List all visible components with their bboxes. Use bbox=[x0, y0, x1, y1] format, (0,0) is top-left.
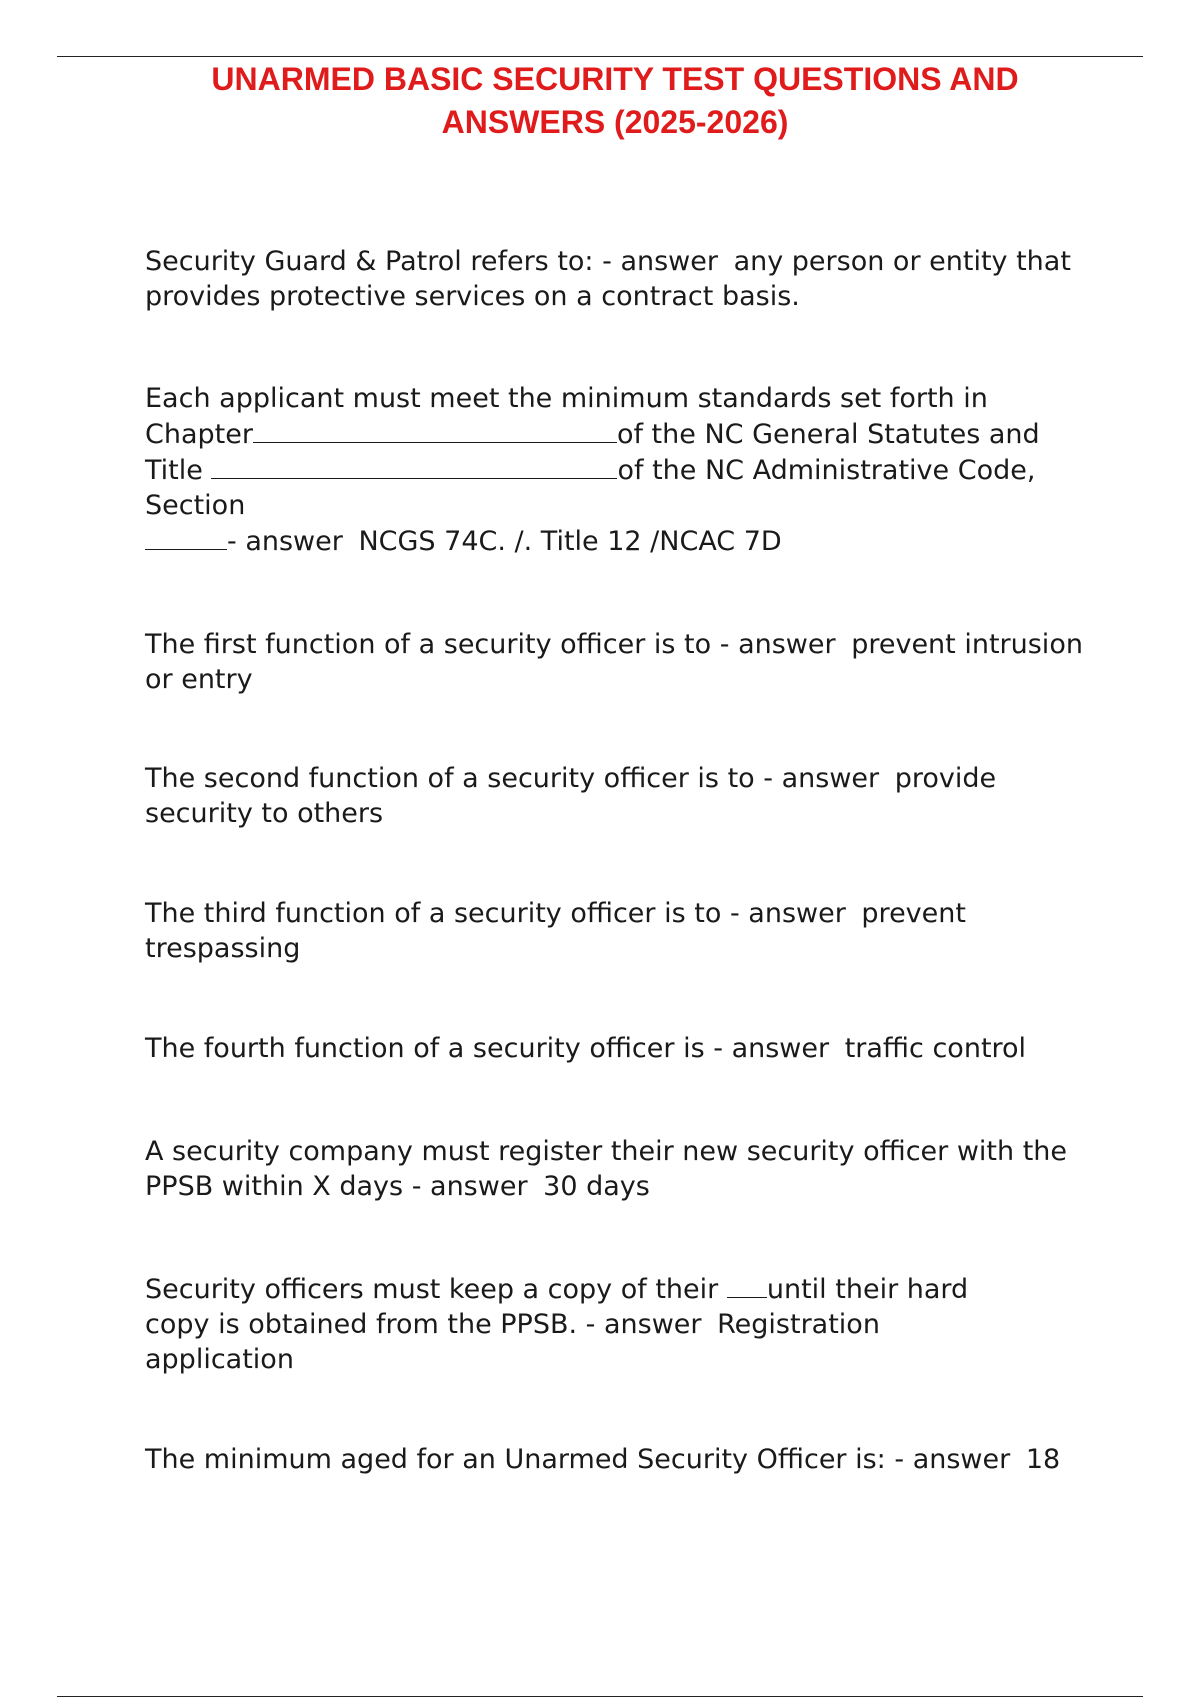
question-text: The fourth function of a security officer is bbox=[145, 1033, 705, 1064]
answer-text: any person or entity that bbox=[733, 246, 1071, 277]
question-text: of the NC Administrative Code, bbox=[617, 455, 1036, 486]
answer-text: trespassing bbox=[145, 933, 301, 964]
answer-marker: - answer bbox=[894, 1444, 1011, 1475]
question-text: copy is obtained from the PPSB. bbox=[145, 1309, 578, 1340]
answer-text: security to others bbox=[145, 798, 384, 829]
question-text: Section bbox=[145, 490, 246, 521]
answer-marker: - answer bbox=[602, 246, 718, 277]
fill-in-blank bbox=[211, 452, 617, 479]
qa-item-2 bbox=[145, 381, 1145, 559]
question-text: Chapter bbox=[145, 419, 253, 450]
answer-text: or entry bbox=[145, 664, 253, 695]
answer-text: provides protective services on a contract basis. bbox=[145, 281, 800, 312]
fill-in-blank bbox=[145, 523, 227, 550]
answer-marker: - answer bbox=[729, 898, 846, 929]
question-text: Security officers must keep a copy of their bbox=[145, 1274, 719, 1305]
answer-text: prevent bbox=[861, 898, 966, 929]
question-text: The third function of a security officer is to bbox=[145, 898, 722, 929]
answer-text: 18 bbox=[1025, 1444, 1061, 1475]
question-text: The first function of a security officer is to bbox=[145, 629, 712, 660]
qa-item-4 bbox=[145, 761, 1145, 831]
qa-item-7 bbox=[145, 1134, 1145, 1204]
answer-marker: - answer bbox=[585, 1309, 702, 1340]
title-line-2: ANSWERS (2025-2026) bbox=[441, 104, 789, 140]
question-text: until their hard bbox=[766, 1274, 969, 1305]
answer-text: application bbox=[145, 1344, 294, 1375]
answer-text: 30 days bbox=[543, 1171, 650, 1202]
answer-marker: - answer bbox=[763, 763, 880, 794]
question-text: Title bbox=[145, 455, 203, 486]
fill-in-blank bbox=[727, 1271, 767, 1298]
answer-marker: - answer bbox=[411, 1171, 528, 1202]
question-text: The minimum aged for an Unarmed Security Officer is: bbox=[145, 1444, 886, 1475]
question-text: of the NC General Statutes and bbox=[616, 419, 1040, 450]
qa-item-9 bbox=[145, 1442, 1145, 1477]
qa-item-8 bbox=[145, 1271, 1145, 1377]
answer-marker: - answer bbox=[227, 526, 343, 557]
question-text: Each applicant must meet the minimum standards set forth in bbox=[145, 383, 988, 414]
qa-item-1 bbox=[145, 244, 1145, 314]
question-text: A security company must register their new security officer with the bbox=[145, 1136, 1068, 1167]
answer-text: Registration bbox=[717, 1309, 880, 1340]
top-rule bbox=[57, 56, 1143, 57]
answer-text: NCGS 74C. /. Title 12 /NCAC 7D bbox=[358, 526, 782, 557]
bottom-rule bbox=[57, 1696, 1143, 1697]
qa-item-6 bbox=[145, 1031, 1145, 1066]
answer-text: traffic control bbox=[844, 1033, 1027, 1064]
fill-in-blank bbox=[253, 416, 617, 443]
answer-marker: - answer bbox=[713, 1033, 830, 1064]
question-text: PPSB within X days bbox=[145, 1171, 404, 1202]
answer-marker: - answer bbox=[719, 629, 836, 660]
answer-text: prevent intrusion bbox=[851, 629, 1083, 660]
qa-item-5 bbox=[145, 896, 1145, 966]
document-title bbox=[60, 58, 1170, 144]
question-text: Security Guard & Patrol refers to: bbox=[145, 246, 594, 277]
question-text: The second function of a security officer is to bbox=[145, 763, 755, 794]
title-line-1: UNARMED BASIC SECURITY TEST QUESTIONS AND bbox=[211, 61, 1019, 97]
answer-text: provide bbox=[894, 763, 997, 794]
qa-item-3 bbox=[145, 627, 1145, 697]
